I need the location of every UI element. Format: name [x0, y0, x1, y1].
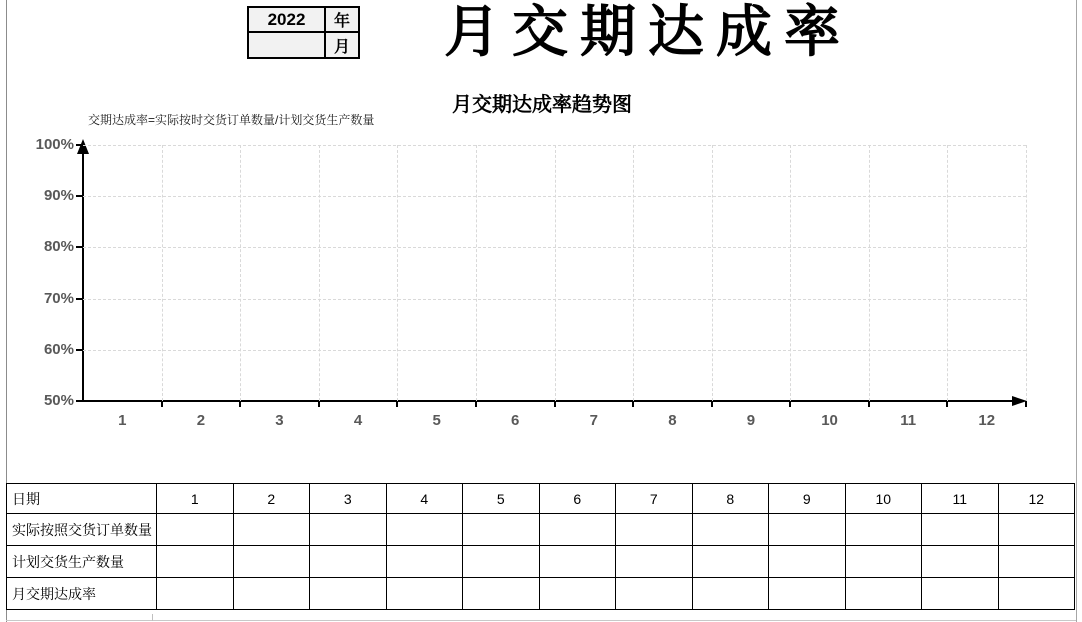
- table-cell[interactable]: [310, 514, 387, 546]
- x-axis-tick: [711, 401, 713, 407]
- table-header-cell[interactable]: 8: [692, 484, 769, 514]
- y-axis-label: 100%: [35, 136, 74, 153]
- table-cell[interactable]: [845, 578, 922, 610]
- table-cell[interactable]: [539, 546, 616, 578]
- table-cell[interactable]: [998, 578, 1075, 610]
- table-cell[interactable]: [539, 578, 616, 610]
- gridline-vertical: [869, 145, 870, 401]
- x-axis-label: 9: [746, 412, 756, 429]
- x-axis-label: 8: [668, 412, 677, 429]
- x-axis-tick: [239, 401, 241, 407]
- table-cell[interactable]: [692, 578, 769, 610]
- y-axis-tick: [76, 400, 83, 402]
- y-axis-tick: [76, 349, 83, 351]
- year-unit-label: 年: [325, 7, 359, 32]
- x-axis-label: 11: [900, 412, 917, 429]
- x-axis-label: 12: [978, 412, 996, 429]
- table-cell[interactable]: [310, 578, 387, 610]
- table-header-label[interactable]: 日期: [7, 484, 157, 514]
- x-axis-tick: [868, 401, 870, 407]
- next-row-gridline: [6, 620, 1076, 621]
- table-cell[interactable]: [616, 514, 693, 546]
- table-cell[interactable]: [233, 578, 310, 610]
- table-header-cell[interactable]: 4: [386, 484, 463, 514]
- y-axis-tick: [76, 144, 83, 146]
- y-axis-line: [82, 152, 84, 402]
- table-cell[interactable]: [233, 546, 310, 578]
- table-header-row: [7, 484, 1075, 514]
- table-header-cell[interactable]: 2: [233, 484, 310, 514]
- table-header-cell[interactable]: 1: [157, 484, 234, 514]
- table-cell[interactable]: [157, 546, 234, 578]
- gridline-vertical: [712, 145, 713, 401]
- table-cell[interactable]: [386, 578, 463, 610]
- table-header-cell[interactable]: 11: [922, 484, 999, 514]
- x-axis-tick: [632, 401, 634, 407]
- table-cell[interactable]: [233, 514, 310, 546]
- x-axis-label: 2: [196, 412, 206, 429]
- chart-title: 月交期达成率趋势图: [452, 94, 632, 116]
- y-axis-label: 80%: [43, 238, 74, 256]
- gridline-vertical: [397, 145, 398, 401]
- gridline-vertical: [240, 145, 241, 401]
- table-cell[interactable]: [998, 546, 1075, 578]
- y-axis-arrow: [77, 139, 89, 154]
- table-header-cell[interactable]: 7: [616, 484, 693, 514]
- table-cell[interactable]: [157, 578, 234, 610]
- table-header-cell[interactable]: 12: [998, 484, 1075, 514]
- table-cell[interactable]: [463, 514, 540, 546]
- x-axis-tick: [789, 401, 791, 407]
- formula-note: 交期达成率=实际按时交货订单数量/计划交货生产数量: [88, 113, 375, 127]
- x-axis-tick: [161, 401, 163, 407]
- table-cell[interactable]: [692, 514, 769, 546]
- gridline-vertical: [790, 145, 791, 401]
- table-header-cell[interactable]: 3: [310, 484, 387, 514]
- x-axis-label: 7: [589, 412, 598, 429]
- y-axis-label: 50%: [43, 392, 74, 409]
- table-cell[interactable]: [463, 546, 540, 578]
- table-header-cell[interactable]: 6: [539, 484, 616, 514]
- gridline-vertical: [633, 145, 634, 401]
- table-row: [7, 578, 1075, 610]
- x-axis-label: 5: [432, 412, 441, 429]
- table-cell[interactable]: [539, 514, 616, 546]
- x-axis-tick: [396, 401, 398, 407]
- x-axis-tick: [1025, 401, 1027, 407]
- table-cell[interactable]: [769, 514, 846, 546]
- table-header-cell[interactable]: 9: [769, 484, 846, 514]
- gridline-vertical: [555, 145, 556, 401]
- page-title: 月交期达成率: [444, 0, 852, 63]
- table-cell[interactable]: [616, 546, 693, 578]
- table-cell[interactable]: [386, 546, 463, 578]
- y-axis-label: 70%: [43, 289, 74, 307]
- table-cell[interactable]: [922, 514, 999, 546]
- gridline-vertical: [476, 145, 477, 401]
- x-axis-tick: [946, 401, 948, 407]
- table-cell[interactable]: [386, 514, 463, 546]
- monthly-data-table: [6, 483, 1075, 610]
- x-axis-label: 4: [353, 412, 363, 429]
- table-cell[interactable]: [922, 578, 999, 610]
- table-cell[interactable]: [845, 546, 922, 578]
- x-axis-tick: [318, 401, 320, 407]
- table-row-label[interactable]: 月交期达成率: [7, 578, 157, 610]
- x-axis-label: 10: [821, 412, 838, 429]
- table-cell[interactable]: [463, 578, 540, 610]
- table-row-label[interactable]: 计划交货生产数量: [7, 546, 157, 578]
- table-header-cell[interactable]: 10: [845, 484, 922, 514]
- table-cell[interactable]: [616, 578, 693, 610]
- x-axis-label: 6: [511, 412, 520, 429]
- table-header-cell[interactable]: 5: [463, 484, 540, 514]
- next-row-column-stub: [152, 614, 153, 621]
- table-cell[interactable]: [692, 546, 769, 578]
- y-axis-label: 90%: [43, 187, 74, 205]
- gridline-vertical: [319, 145, 320, 401]
- year-value-cell[interactable]: 2022: [248, 7, 325, 32]
- table-cell[interactable]: [845, 514, 922, 546]
- table-cell[interactable]: [998, 514, 1075, 546]
- x-axis-tick: [554, 401, 556, 407]
- x-axis-tick: [475, 401, 477, 407]
- month-unit-label: 月: [325, 32, 359, 58]
- y-axis-tick: [76, 246, 83, 248]
- x-axis-label: 3: [275, 412, 284, 429]
- y-axis-tick: [76, 298, 83, 300]
- gridline-vertical: [162, 145, 163, 401]
- gridline-vertical: [1026, 145, 1027, 401]
- table-cell[interactable]: [769, 546, 846, 578]
- x-axis-label: 1: [118, 412, 127, 429]
- gridline-vertical: [947, 145, 948, 401]
- table-row: [7, 546, 1075, 578]
- y-axis-tick: [76, 195, 83, 197]
- table-row: [7, 514, 1075, 546]
- table-cell[interactable]: [922, 546, 999, 578]
- table-cell[interactable]: [769, 578, 846, 610]
- y-axis-label: 60%: [43, 340, 74, 358]
- x-axis-line: [82, 400, 1014, 402]
- table-cell[interactable]: [310, 546, 387, 578]
- table-cell[interactable]: [157, 514, 234, 546]
- table-row-label[interactable]: 实际按照交货订单数量: [7, 514, 157, 546]
